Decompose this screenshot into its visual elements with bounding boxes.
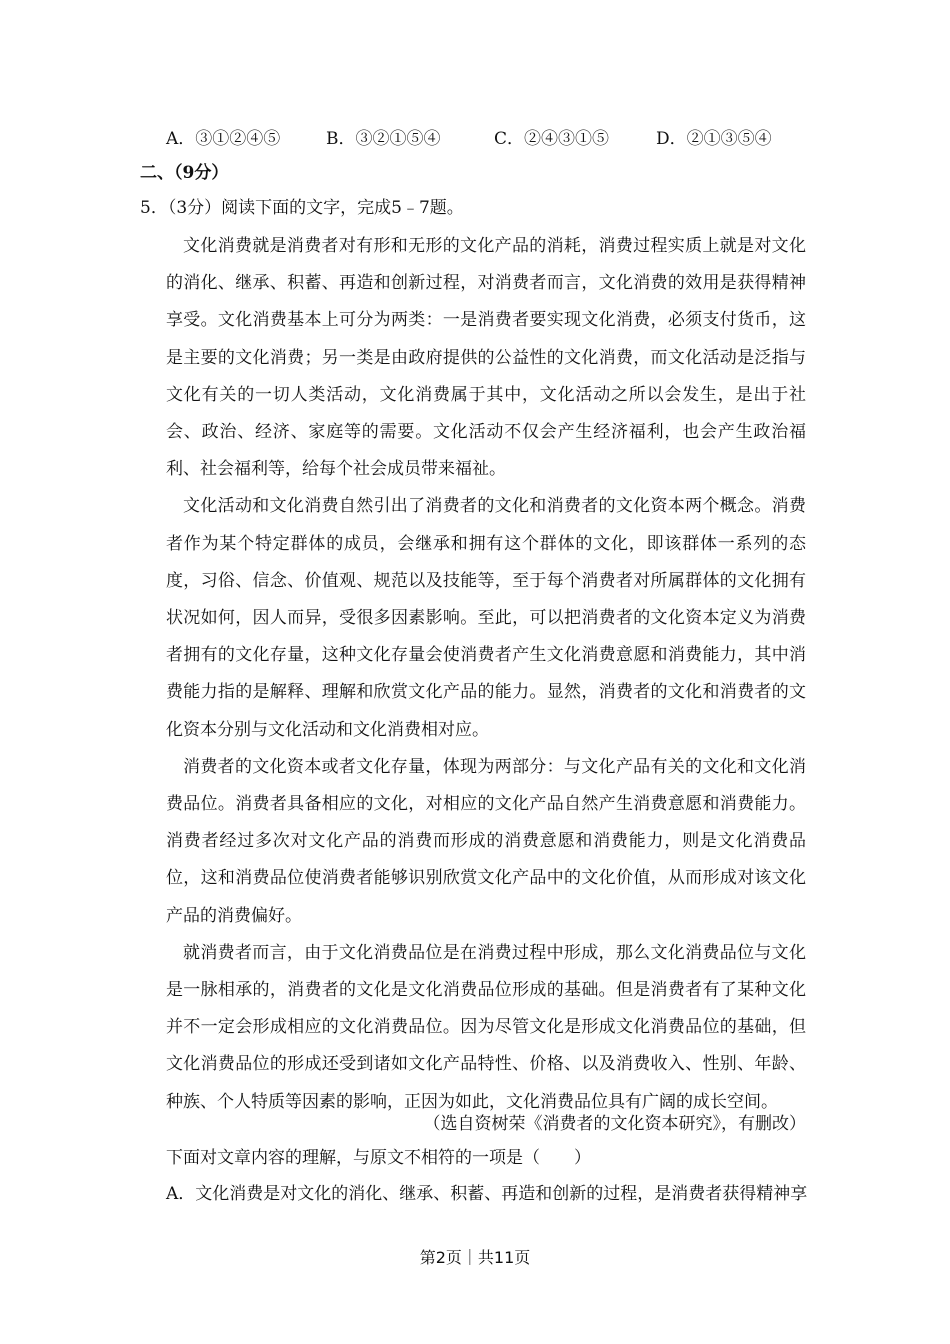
passage-paragraph-3: 消费者的文化资本或者文化存量，体现为两部分：与文化产品有关的文化和文化消费品位。消费者具备相应的文化，对相应的文化产品自然产生消费意愿和消费能力。消费者经过多次对文化产品的消费而形成的消费意愿和消费能力，则是文化消费品位，这和消费品位使消费者能够识别欣赏文化产品中的文化价值，从而形成对该文化产品的消费偏好。 [166,756,806,926]
option-c: C．②④③①⑤ [494,129,610,149]
reading-passage [166,228,806,1121]
passage-paragraph-4: 就消费者而言，由于文化消费品位是在消费过程中形成，那么文化消费品位与文化是一脉相承的，消费者的文化是文化消费品位形成的基础。但是消费者有了某种文化并不一定会形成相应的文化消费品位。因为尽管文化是形成文化消费品位的基础，但文化消费品位的形成还受到诸如文化产品特性、价格、以及消费收入、性别、年龄、种族、个人特质等因素的影响，正因为如此，文化消费品位具有广阔的成长空间。 [166,942,806,1112]
question-prompt: 下面对文章内容的理解，与原文不相符的一项是（ ） [166,1148,591,1168]
question-5-intro: 5．（3分）阅读下面的文字，完成5﹣7题。 [140,198,464,218]
option-a: A．③①②④⑤ [166,129,281,149]
option-d: D．②①③⑤④ [656,129,772,149]
passage-source: （选自资树荣《消费者的文化资本研究》，有删改） [423,1114,806,1134]
passage-paragraph-2: 文化活动和文化消费自然引出了消费者的文化和消费者的文化资本两个概念。消费者作为某个特定群体的成员，会继承和拥有这个群体的文化，即该群体一系列的态度，习俗、信念、价值观、规范以及技能等，至于每个消费者对所属群体的文化拥有状况如何，因人而异，受很多因素影响。至此，可以把消费者的文化资本定义为消费者拥有的文化存量，这种文化存量会使消费者产生文化消费意愿和消费能力，其中消费能力指的是解释、理解和欣赏文化产品的能力。显然，消费者的文化和消费者的文化资本分别与文化活动和文化消费相对应。 [166,496,806,740]
answer-option-a: A．文化消费是对文化的消化、继承、积蓄、再造和创新的过程，是消费者获得精神享 [166,1184,808,1204]
passage-paragraph-1: 文化消费就是消费者对有形和无形的文化产品的消耗，消费过程实质上就是对文化的消化、继承、积蓄、再造和创新过程，对消费者而言，文化消费的效用是获得精神享受。文化消费基本上可分为两类：一是消费者要实现文化消费，必须支付货币，这是主要的文化消费；另一类是由政府提供的公益性的文化消费，而文化活动是泛指与文化有关的一切人类活动，文化消费属于其中，文化活动之所以会发生，是出于社会、政治、经济、家庭等的需要。文化活动不仅会产生经济福利，也会产生政治福利、社会福利等，给每个社会成员带来福祉。 [166,236,806,480]
page-footer: 第2页｜共11页 [419,1248,531,1267]
section-heading: 二、（9分） [140,163,229,183]
option-b: B．③②①⑤④ [326,129,441,149]
